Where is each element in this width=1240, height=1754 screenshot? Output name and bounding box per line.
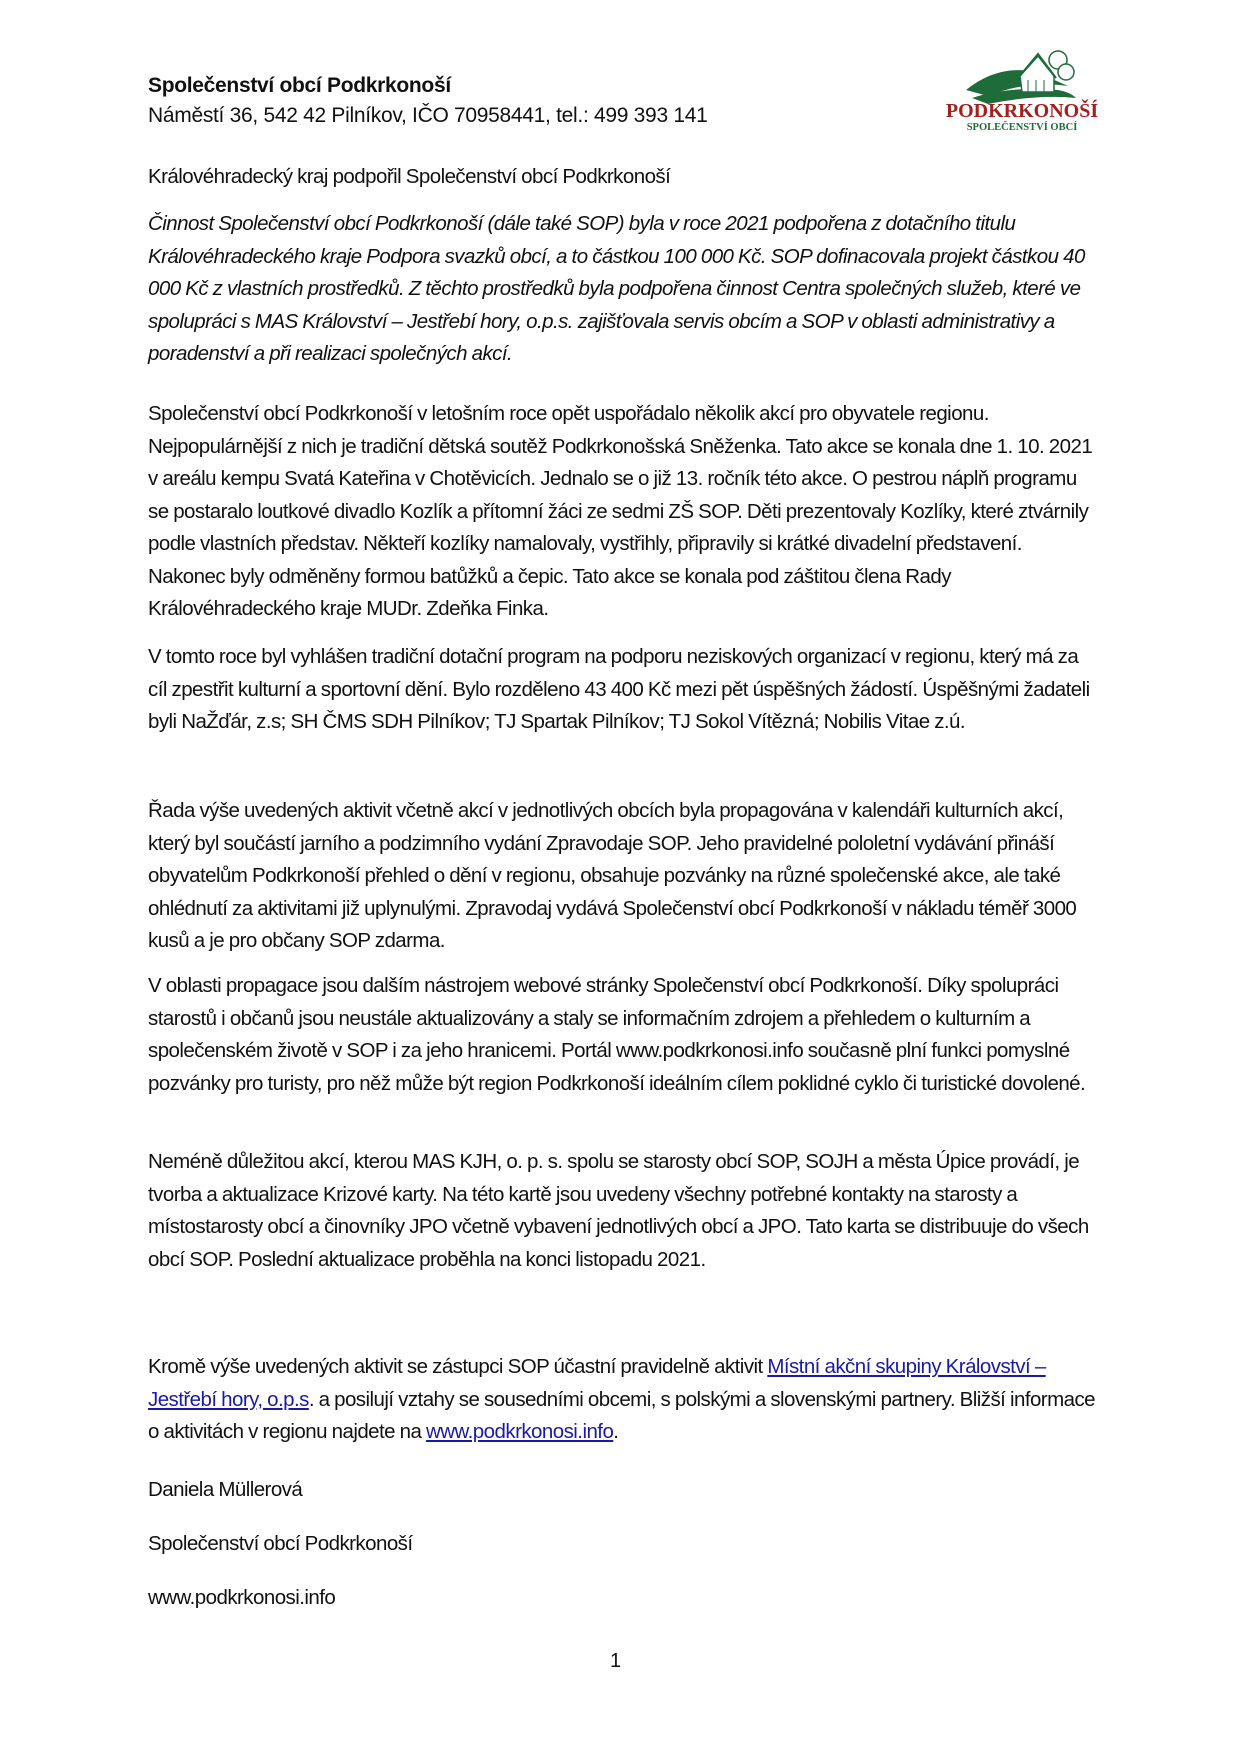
signature-name: Daniela Müllerová (148, 1478, 303, 1501)
paragraph-crisis-card: Neméně důležitou akcí, kterou MAS KJH, o. p. s. spolu se starosty obcí SOP, SOJH a města Úpice provádí, je tvorba a aktualizace Krizové karty. Na této kartě jsou uvedeny všechny potřebné kontakty na starosty a místostarosty obcí a činovníky JPO včetně vybavení jednotlivých obcí a JPO. Tato karta se distribuuje do všech obcí SOP. Poslední aktualizace proběhla na konci listopadu 2021. (148, 1150, 1089, 1271)
closing-paragraph (148, 1351, 1098, 1449)
signature-website: www.podkrkonosi.info (148, 1586, 336, 1609)
logo-subtitle: SPOLEČENSTVÍ OBCÍ (966, 122, 1078, 133)
paragraph-newsletter: Řada výše uvedených aktivit včetně akcí v jednotlivých obcích byla propagována v kalendáři kulturních akcí, který byl součástí jarního a podzimního vydání Zpravodaje SOP. Jeho pravidelné pololetní vydávání přináší obyvatelům Podkrkonoší přehled o dění v regionu, obsahuje pozvánky na různé společenské akce, ale také ohlédnutí za aktivitami již uplynulými. Zpravodaj vydává Společenství obcí Podkrkonoší v nákladu téměř 3000 kusů a je pro občany SOP zdarma. (148, 799, 1077, 952)
logo-title: PODKRKONOŠÍ (945, 100, 1099, 122)
closing-text-2: . a posilují vztahy se sousedními obcemi, s polskými a slovenskými partnery. Bližší informace o aktivitách v regionu najdete na (148, 1387, 1096, 1443)
org-name: Společenství obcí Podkrkonoší (148, 74, 451, 97)
paragraph-grant-program: V tomto roce byl vyhlášen tradiční dotační program na podporu neziskových organizací v regionu, který má za cíl zpestřit kulturní a sportovní dění. Bylo rozděleno 43 400 Kč mezi pět úspěšných žádostí. Úspěšnými žadateli byli NaŽďár, z.s; SH ČMS SDH Pilníkov; TJ Spartak Pilníkov; TJ Sokol Vítězná; Nobilis Vitae z.ú. (148, 645, 1090, 733)
org-address: Náměstí 36, 542 42 Pilníkov, IČO 70958441, tel.: 499 393 141 (148, 104, 708, 127)
podkrkonosi-logo (945, 46, 1099, 133)
page-number: 1 (610, 1650, 622, 1672)
paragraph-snezenka: Společenství obcí Podkrkonoší v letošním roce opět uspořádalo několik akcí pro obyvatele regionu. Nejpopulárnější z nich je tradiční dětská soutěž Podkrkonošská Sněženka. Tato akce se konala dne 1. 10. 2021 v areálu kempu Svatá Kateřina v Chotěvicích. Jednalo se o již 13. ročník této akce. O pestrou náplň programu se postaralo loutkové divadlo Kozlík a přítomní žáci ze sedmi ZŠ SOP. Děti prezentovaly Kozlíky, které ztvárnily podle vlastních představ. Někteří kozlíky namalovaly, vystřihly, připravily si krátké divadelní představení. Nakonec byly odměněny formou batůžků a čepic. Tato akce se konala pod záštitou člena Rady Královéhradeckého kraje MUDr. Zdeňka Finka. (148, 402, 1093, 620)
closing-text-1: Kromě výše uvedených aktivit se zástupci SOP účastní pravidelně aktivit (148, 1355, 768, 1378)
intro-paragraph: Činnost Společenství obcí Podkrkonoší (dále také SOP) byla v roce 2021 podpořena z dotačního titulu Královéhradeckého kraje Podpora svazků obcí, a to částkou 100 000 Kč. SOP dofinacovala projekt částkou 40 000 Kč z vlastních prostředků. Z těchto prostředků byla podpořena činnost Centra společných služeb, které ve spolupráci s MAS Království – Jestřebí hory, o.p.s. zajišťovala servis obcím a SOP v oblasti administrativy a poradenství a při realizaci společných akcí. (148, 212, 1085, 365)
closing-text-3: . (613, 1420, 619, 1443)
signature-organization: Společenství obcí Podkrkonoší (148, 1532, 413, 1555)
logo-graphic (945, 46, 1099, 133)
mas-link[interactable]: Místní akční skupiny Království – Jestřebí hory, o.p.s (148, 1355, 1046, 1411)
paragraph-website: V oblasti propagace jsou dalším nástrojem webové stránky Společenství obcí Podkrkonoší. Díky spolupráci starostů i občanů jsou neustále aktualizovány a staly se informačním zdrojem a přehledem o kulturním a společenském životě v SOP i za jeho hranicemi. Portál www.podkrkonosi.info současně plní funkci pomyslné pozvánky pro turisty, pro něž může být region Podkrkonoší ideálním cílem poklidné cyklo či turistické dovolené. (148, 974, 1086, 1095)
website-link[interactable]: www.podkrkonosi.info (426, 1420, 614, 1443)
document-heading: Královéhradecký kraj podpořil Společenství obcí Podkrkonoší (148, 165, 671, 188)
